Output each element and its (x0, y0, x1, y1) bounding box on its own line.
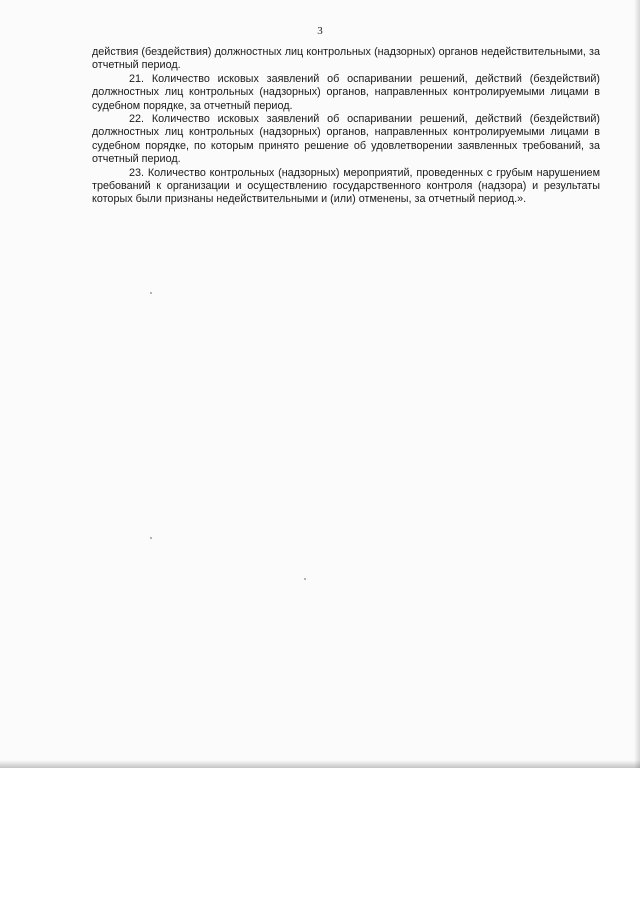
document-body (92, 46, 600, 207)
scan-speck (304, 578, 306, 580)
scan-speck (150, 537, 152, 539)
blank-margin (0, 770, 640, 905)
scan-edge-shadow (634, 0, 640, 768)
page-number: 3 (317, 25, 323, 37)
scan-speck (150, 292, 152, 294)
paragraph-item-22: 22. Количество исковых заявлений об оспаривании решений, действий (бездействий) должностных лиц контрольных (надзорных) органов, направленных контролируемыми лицами в судебном порядке, по которым принято решение об удовлетворении заявленных требований, за отчетный период. (92, 113, 600, 166)
paragraph-continuation: действия (бездействия) должностных лиц контрольных (надзорных) органов недействительными, за отчетный период. (92, 46, 600, 72)
paragraph-item-21: 21. Количество исковых заявлений об оспаривании решений, действий (бездействий) должностных лиц контрольных (надзорных) органов, направленных контролируемыми лицами в судебном порядке, за отчетный период. (92, 72, 600, 112)
paragraph-item-23: 23. Количество контрольных (надзорных) мероприятий, проведенных с грубым нарушением требований к организации и осуществлению государственного контроля (надзора) и результаты которых были признаны недействительными и (или) отменены, за отчетный период.». (92, 166, 600, 206)
scan-bottom-shadow (0, 760, 640, 768)
